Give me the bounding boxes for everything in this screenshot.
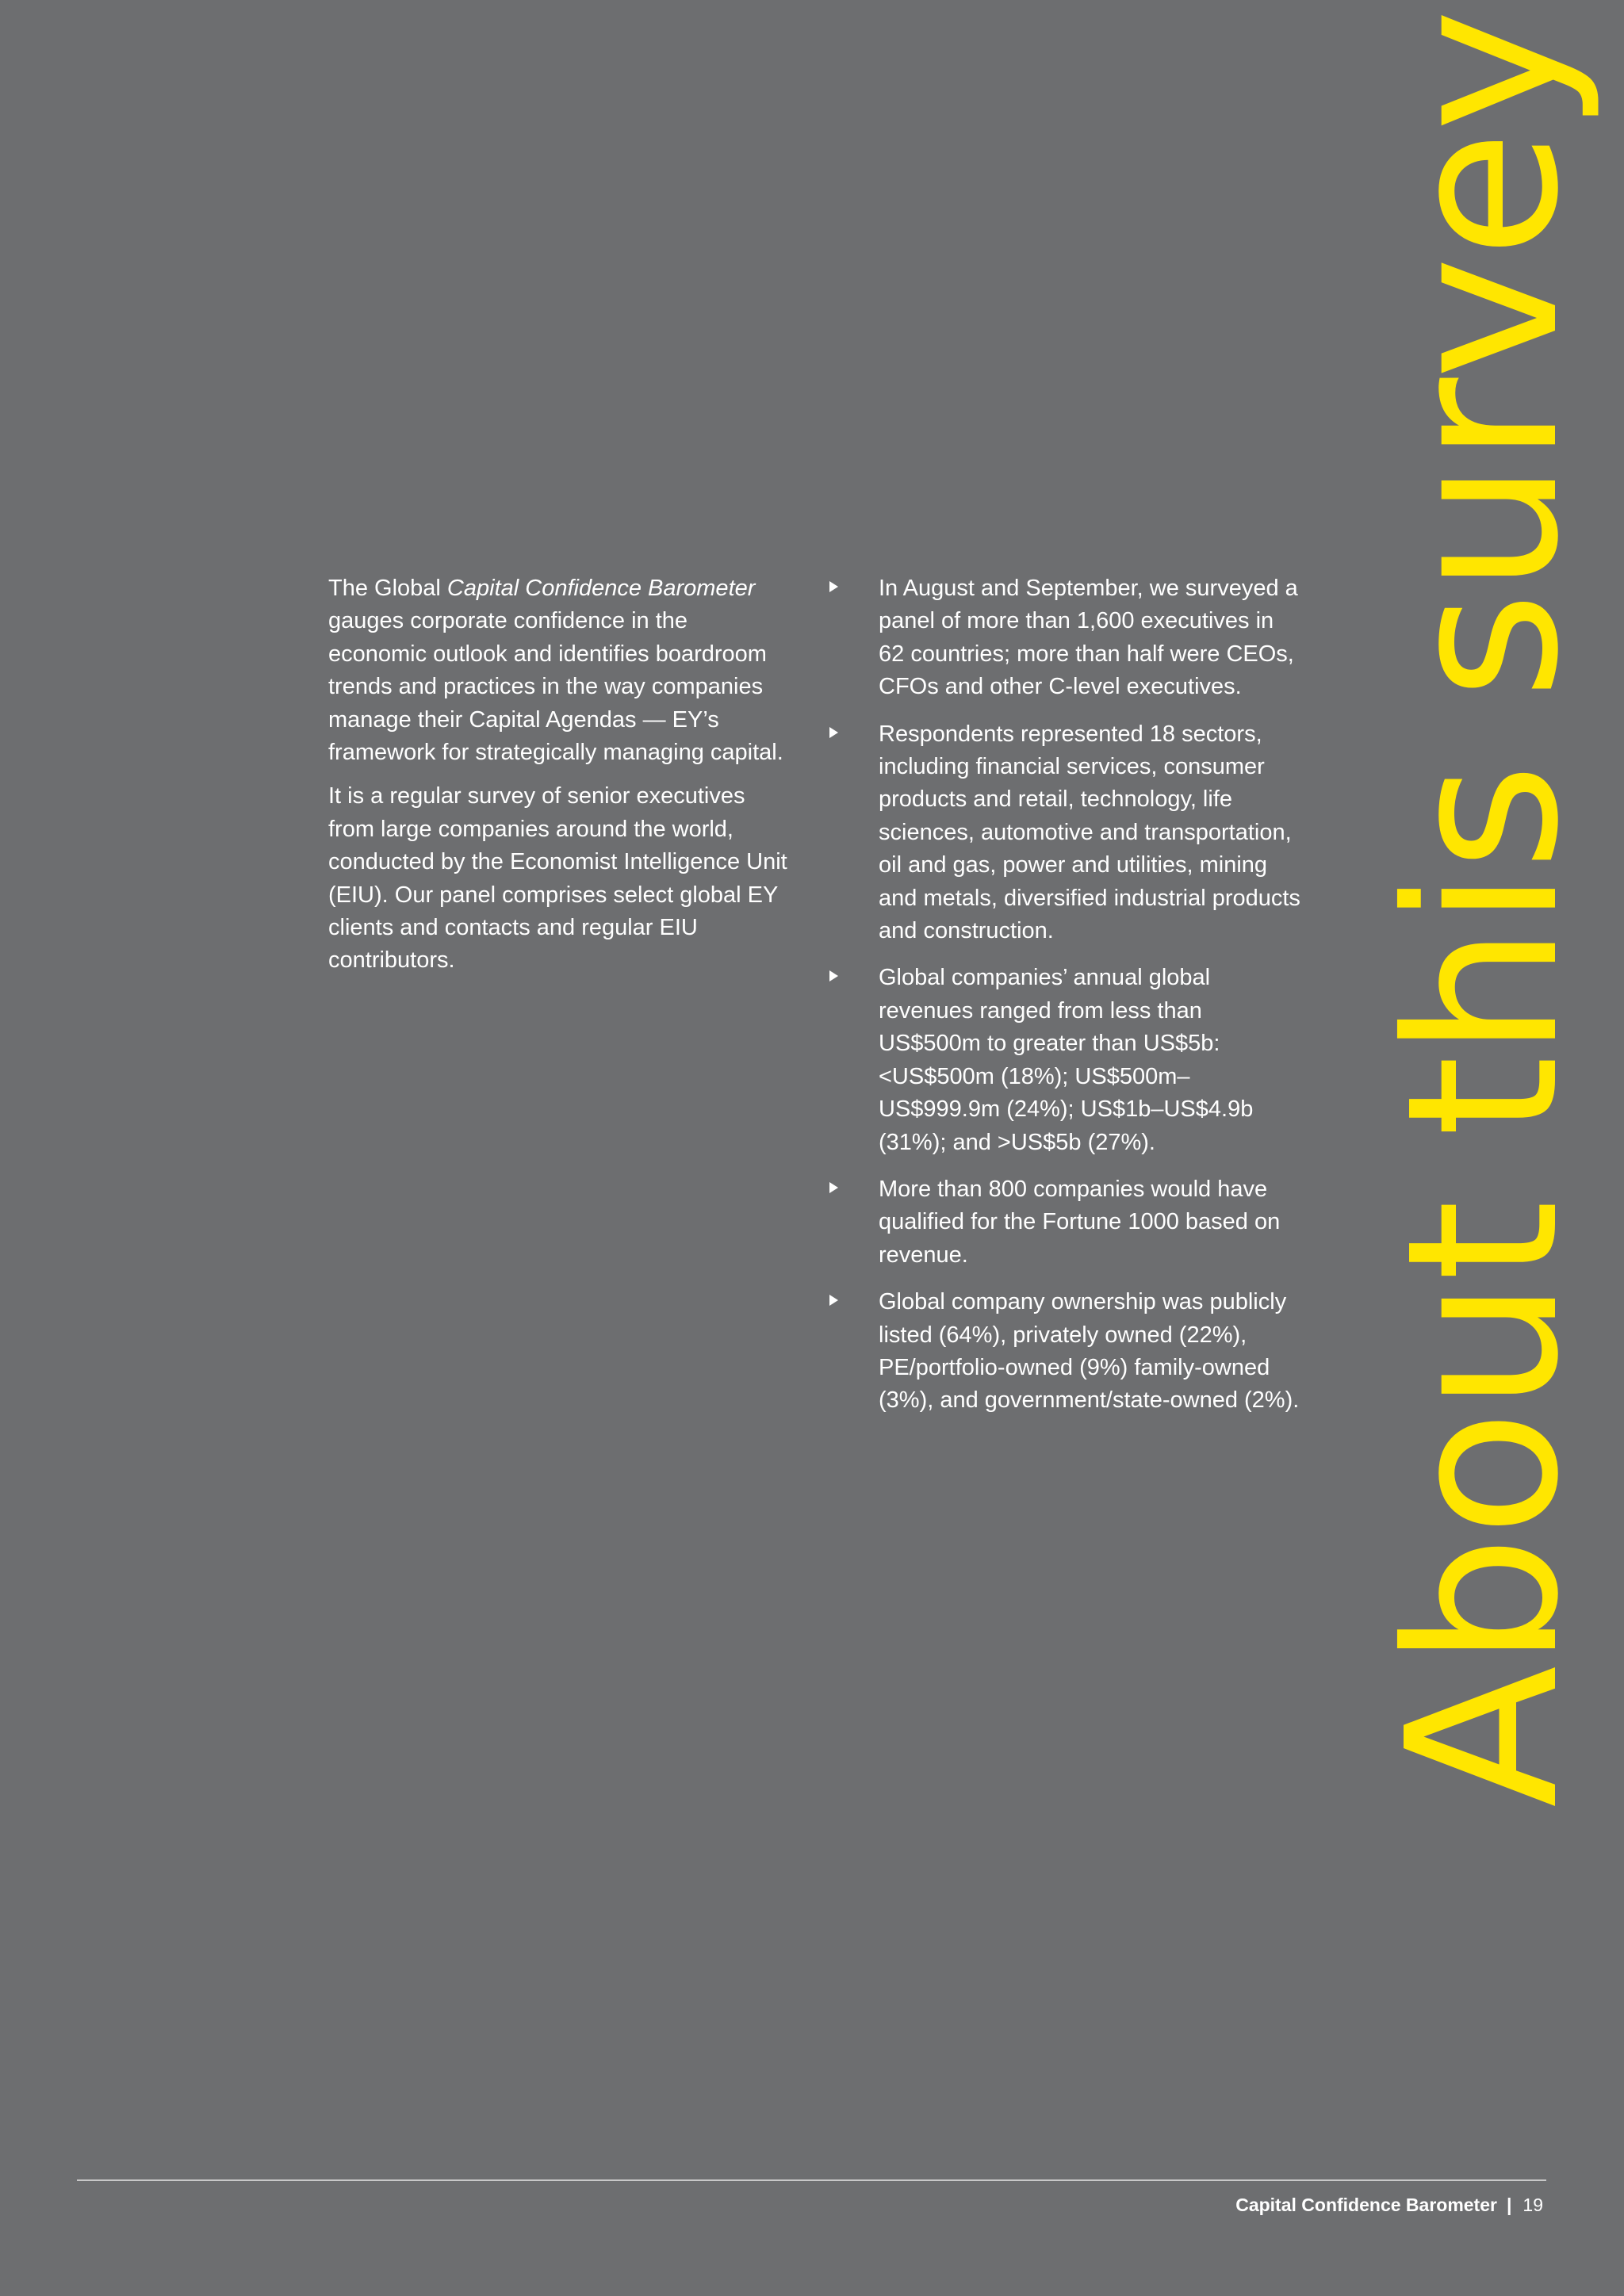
bullet-item-panel — [825, 572, 1300, 704]
triangle-bullet-icon — [829, 970, 838, 982]
bullet-text: More than 800 companies would have qualified for the Fortune 1000 based on revenue. — [879, 1176, 1281, 1268]
bullet-text: Global companies’ annual global revenues ranged from less than US$500m to greater than US$5b: <US$500m (18%); US$500m–US$999.9m (24%); US$1b–US$4.9b (31%); and >US$5b (27%). — [879, 965, 1254, 1155]
bullet-list — [825, 572, 1300, 1432]
triangle-bullet-icon — [829, 581, 838, 592]
page-title: About this survey — [1362, 10, 1604, 1808]
bullet-text: Global company ownership was publicly listed (64%), privately owned (22%), PE/portfolio-owned (9%) family-owned (3%), and government/state-owned (2%). — [879, 1289, 1300, 1414]
page-footer — [1235, 2193, 1543, 2217]
bullet-item-revenues — [825, 962, 1300, 1158]
footer-divider — [77, 2179, 1546, 2181]
intro-paragraph-1 — [328, 572, 788, 769]
bullet-text: In August and September, we surveyed a panel of more than 1,600 executives in 62 countries; more than half were CEOs, CFOs and other C-level executives. — [879, 576, 1298, 700]
page-number: 19 — [1522, 2195, 1543, 2215]
intro-paragraph-2: It is a regular survey of senior executives from large companies around the world, conducted by the Economist Intelligence Unit (EIU). Our panel comprises select global EY clients and contacts and regular EIU contributors. — [328, 783, 787, 974]
footer-publication-title: Capital Confidence Barometer — [1235, 2195, 1497, 2215]
bullet-item-fortune — [825, 1173, 1300, 1272]
footer-separator: | — [1506, 2195, 1512, 2215]
intro-p1-prefix: The Global — [328, 576, 447, 601]
triangle-bullet-icon — [829, 727, 838, 738]
triangle-bullet-icon — [829, 1295, 838, 1306]
intro-p1-italic: Capital Confidence Barometer — [446, 576, 756, 601]
bullet-item-sectors — [825, 718, 1300, 948]
intro-column — [328, 572, 788, 989]
bullet-item-ownership — [825, 1286, 1300, 1418]
intro-p1-suffix: gauges corporate confidence in the economic outlook and identifies boardroom trends and practices in the way companies manage their Capital Agendas — EY’s framework for strategically managing capital. — [328, 608, 783, 766]
bullet-text: Respondents represented 18 sectors, including financial services, consumer products and retail, technology, life sciences, automotive and transportation, oil and gas, power and utilities, mining and metals, diversified industrial products and construction. — [879, 721, 1300, 944]
triangle-bullet-icon — [829, 1182, 838, 1193]
